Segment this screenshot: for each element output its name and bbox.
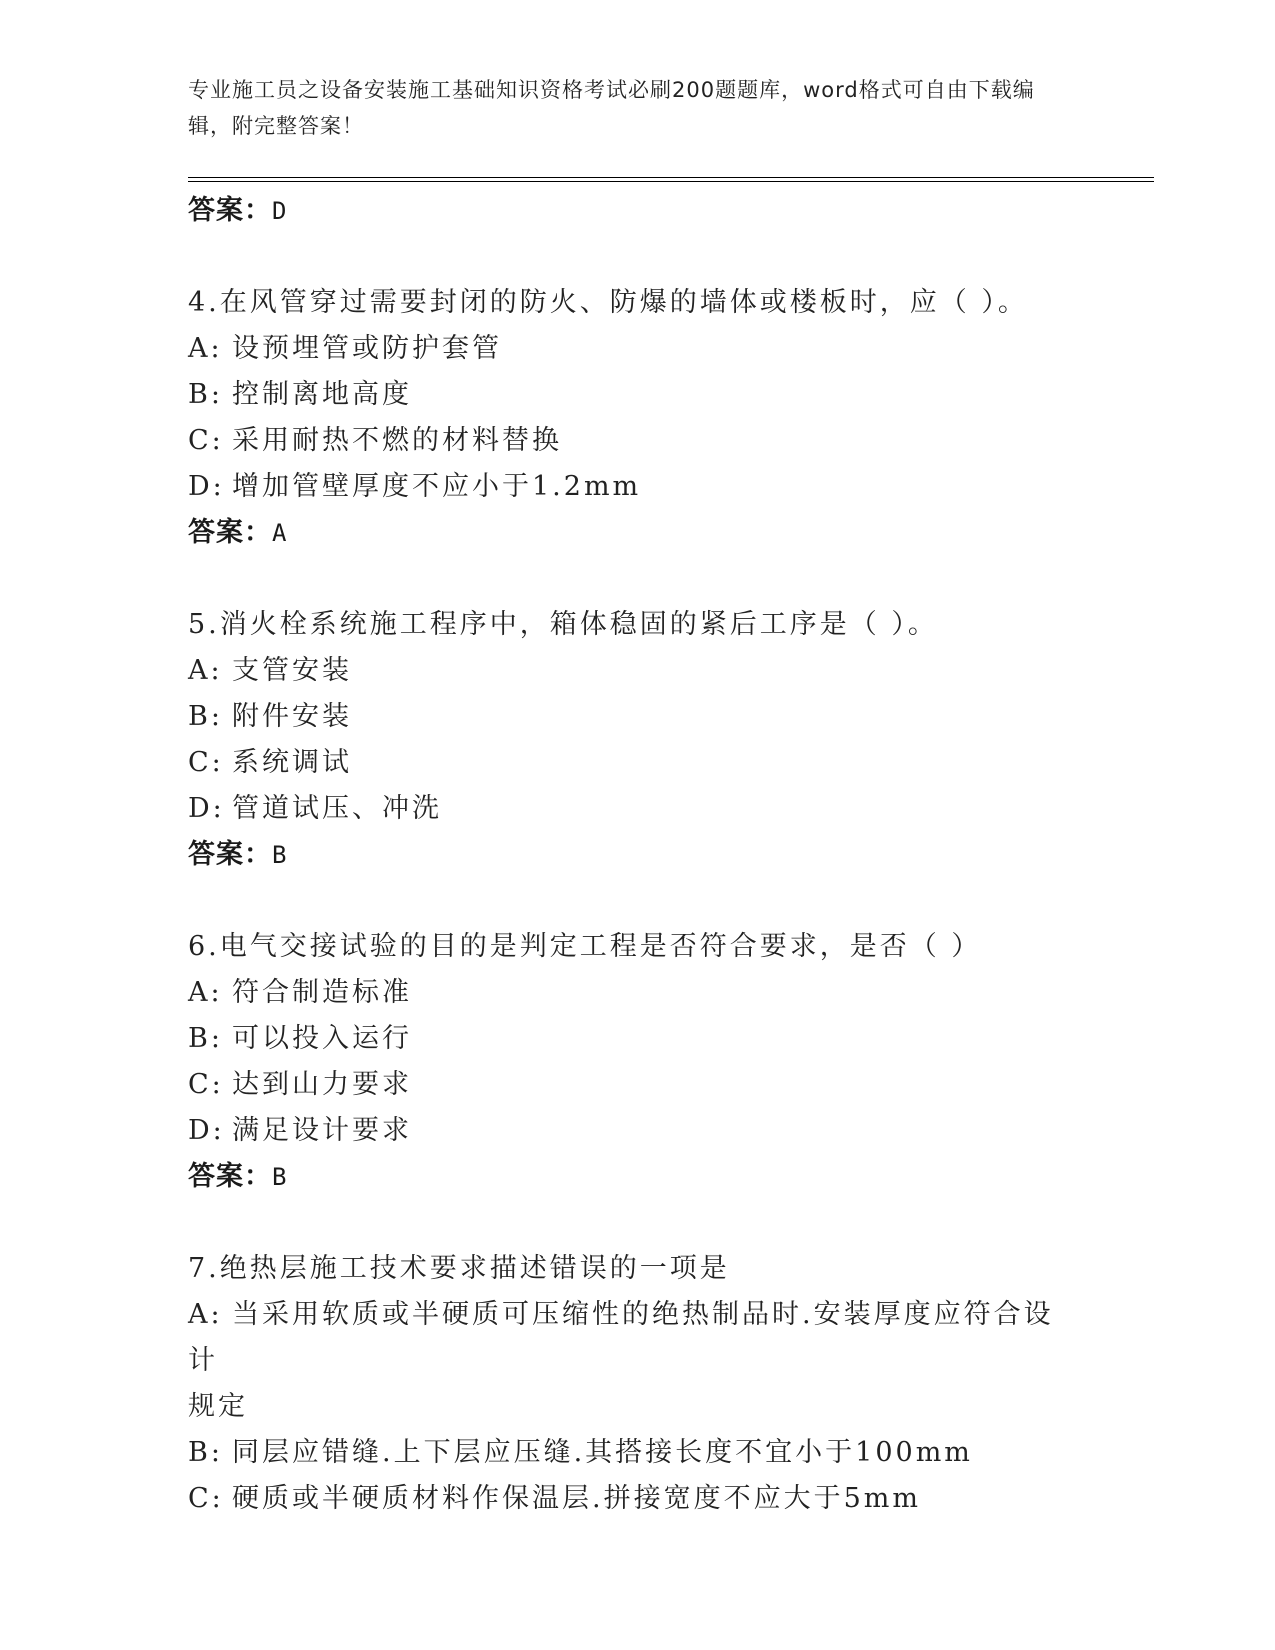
option-item: A: 设预埋管或防护套管	[188, 333, 502, 364]
answer-line: 答案：D	[188, 195, 288, 226]
question-stem: 7.绝热层施工技术要求描述错误的一项是	[188, 1253, 730, 1284]
answer-line: 答案：B	[188, 839, 288, 870]
header-rule-bottom	[188, 181, 1154, 182]
question-list	[188, 188, 1088, 1522]
option-item: C: 采用耐热不燃的材料替换	[188, 425, 562, 456]
question-stem: 5.消火栓系统施工程序中，箱体稳固的紧后工序是（ ）。	[188, 609, 938, 640]
option-item: D: 满足设计要求	[188, 1115, 412, 1146]
option-item: A: 支管安装	[188, 655, 352, 686]
answer-line: 答案：A	[188, 517, 288, 548]
option-item: B: 同层应错缝.上下层应压缝.其搭接长度不宜小于100mm	[188, 1437, 973, 1468]
answer-line: 答案：B	[188, 1161, 288, 1192]
header-text: 专业施工员之设备安装施工基础知识资格考试必刷200题题库，word格式可自由下载编辑，附完整答案！	[188, 78, 1035, 138]
option-item: B: 可以投入运行	[188, 1023, 412, 1054]
option-item: C: 达到山力要求	[188, 1069, 412, 1100]
option-item: A: 符合制造标准	[188, 977, 412, 1008]
document-header	[188, 72, 1068, 144]
option-item: D: 管道试压、冲洗	[188, 793, 442, 824]
question-stem: 6.电气交接试验的目的是判定工程是否符合要求，是否（ ）	[188, 931, 982, 962]
option-item: B: 控制离地高度	[188, 379, 412, 410]
option-item: B: 附件安装	[188, 701, 352, 732]
header-rule-top	[188, 177, 1154, 178]
option-item: D: 增加管壁厚度不应小于1.2mm	[188, 471, 642, 502]
option-item: C: 系统调试	[188, 747, 352, 778]
option-item: A: 当采用软质或半硬质可压缩性的绝热制品时.安装厚度应符合设计	[188, 1299, 1054, 1376]
option-item-continuation: 规定	[188, 1391, 248, 1422]
option-item: C: 硬质或半硬质材料作保温层.拼接宽度不应大于5mm	[188, 1483, 921, 1514]
question-stem: 4.在风管穿过需要封闭的防火、防爆的墙体或楼板时，应（ ）。	[188, 287, 1028, 318]
